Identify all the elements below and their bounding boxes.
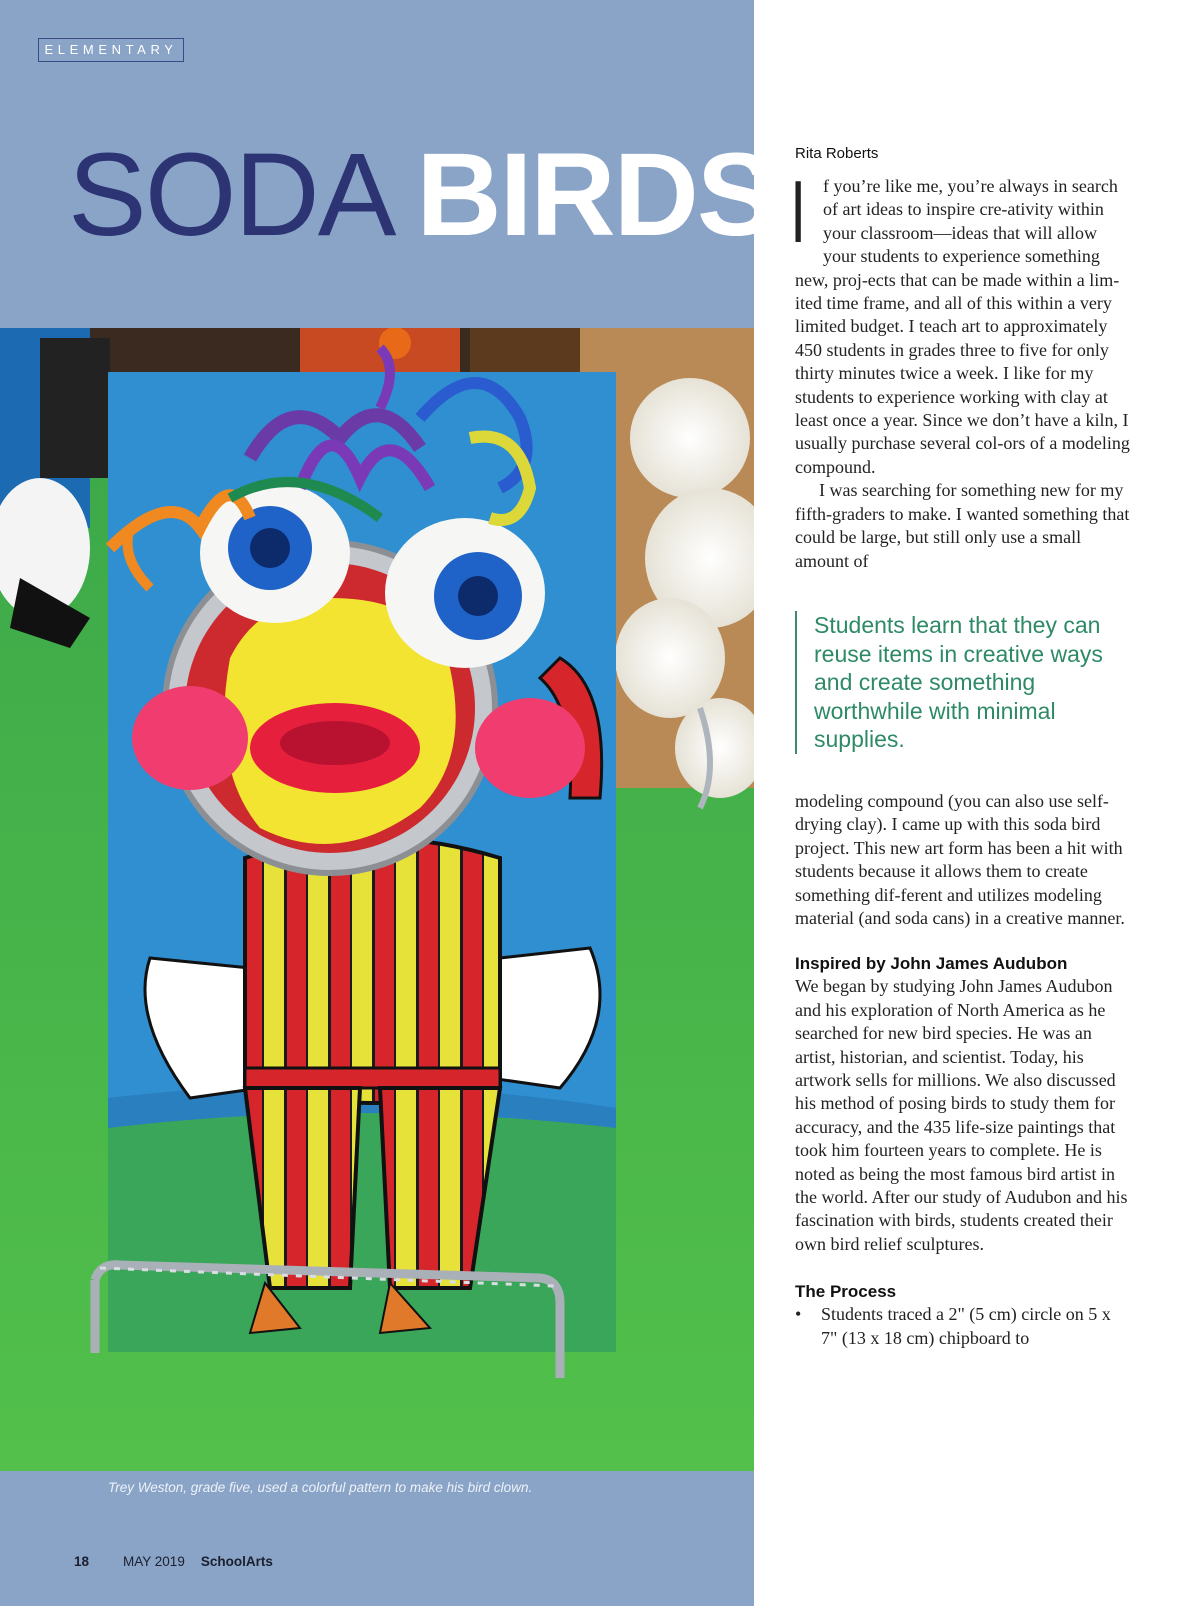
drop-cap: I	[793, 162, 804, 261]
page-title	[68, 125, 774, 265]
section-text-audubon: We began by studying John James Audubon and his exploration of North America as he searched for new bird species. He was an artist, historian, and scientist. Today, his artwork sells for millions. We also discussed his method of posing birds to study them for accuracy, and the 435 life-size paintings that took him fourteen years to complete. He is noted as being the most famous bird artist in the world. After our study of Audubon and his fascination with birds, students created their own bird relief sculptures.	[795, 976, 1128, 1254]
title-part-2: BIRDS	[416, 129, 774, 261]
section-tag: ELEMENTARY	[38, 38, 184, 62]
title-part-1: SODA	[68, 129, 395, 261]
magazine-name: SchoolArts	[200, 1554, 273, 1569]
issue-date: MAY 2019	[123, 1554, 185, 1569]
intro-paragraph-2: I was searching for something new for my fifth-graders to make. I wanted something that could be large, but still only use a small amount of	[795, 480, 1130, 571]
continued-paragraph: modeling compound (you can also use self-drying clay). I came up with this soda bird project. This new art form has been a hit with students because it allows them to create something dif-ferent and utilizes modeling material (and soda cans) in a creative manner.	[795, 790, 1125, 928]
photo-caption: Trey Weston, grade five, used a colorful pattern to make his bird clown.	[108, 1480, 533, 1495]
section-heading-audubon: Inspired by John James Audubon	[795, 954, 1068, 974]
author-byline: Rita Roberts	[795, 145, 879, 162]
process-bullet-1: • Students traced a 2" (5 cm) circle on 5 x 7" (13 x 18 cm) chipboard to	[795, 1303, 1130, 1350]
pull-quote: Students learn that they can reuse items in creative ways and create something worthwhile with minimal supplies.	[795, 611, 1130, 754]
page-footer	[74, 1554, 273, 1569]
student-artwork-photo	[0, 328, 754, 1471]
article-column	[795, 145, 1130, 1350]
intro-paragraph-1	[793, 162, 1130, 479]
section-heading-process: The Process	[795, 1282, 897, 1302]
page-number: 18	[74, 1554, 90, 1569]
intro-paragraph-1-text: f you’re like me, you’re always in search of art ideas to inspire cre-ativity within your classroom—ideas that will allow your students to experience something new, proj-ects that can be made within a lim-ited time frame, and all of this within a very limited budget. I teach art to approximately 450 students in grades three to five for only thirty minutes twice a week. I like for my students to experience working with clay at least once a year. Since we don’t have a kiln, I usually purchase several col-ors of a modeling compound.	[795, 176, 1130, 477]
